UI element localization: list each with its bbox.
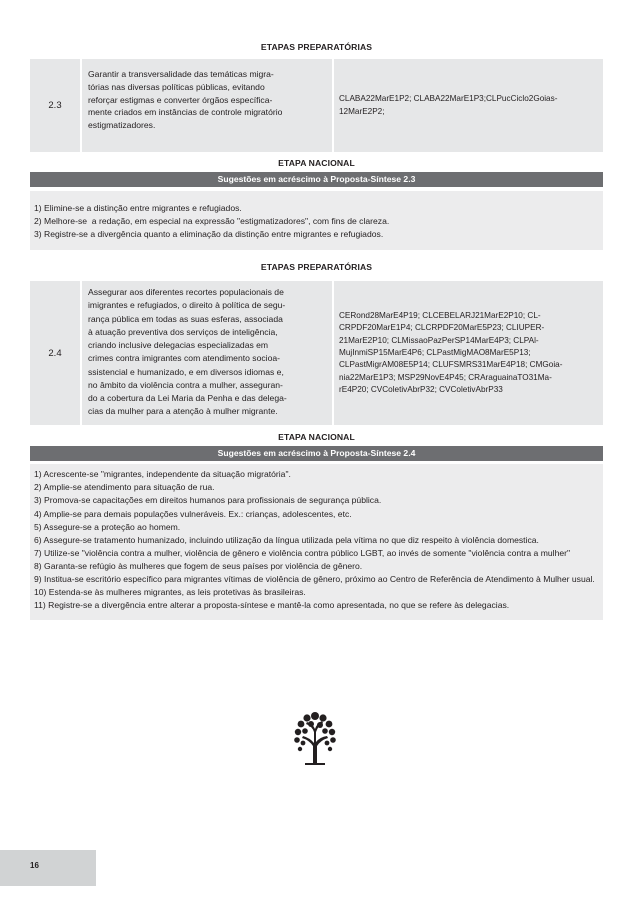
proposal-number: 2.4 xyxy=(30,281,82,425)
suggestion-item: 9) Institua-se escritório específico para migrantes vítimas de violência de gênero, próximo ao Centro de Referência de Atendimento à Mulher usual. xyxy=(34,574,595,585)
proposal-text-line: do a cobertura da Lei Maria da Penha e das delega- xyxy=(88,392,287,403)
suggestion-item: 3) Registre-se a divergência quanto a eliminação da distinção entre migrantes e refugiados. xyxy=(34,229,384,240)
section-heading-national-1: ETAPA NACIONAL xyxy=(278,158,355,168)
suggestions-bar-2-4: Sugestões em acréscimo à Proposta-Síntese 2.4 xyxy=(30,446,603,461)
suggestion-item: 3) Promova-se capacitações em direitos humanos para profissionais de segurança pública. xyxy=(34,495,382,506)
proposal-text-line: no âmbito da violência contra a mulher, asseguran- xyxy=(88,379,283,390)
page-content xyxy=(30,0,603,620)
proposal-text xyxy=(82,59,334,152)
suggestion-item: 2) Amplie-se atendimento para situação de rua. xyxy=(34,482,215,493)
code-line: CRPDF20MarE1P4; CLCRPDF20MarE5P23; CLIUPER- xyxy=(339,323,545,333)
proposal-text xyxy=(82,281,334,425)
suggestions-list-2-3 xyxy=(30,191,603,250)
proposal-text-line: criando inclusive delegacias especializadas em xyxy=(88,340,269,351)
suggestion-item: 11) Registre-se a divergência entre alterar a proposta-síntese e mantê-la como apresentada, no que se refere às delegacias. xyxy=(34,600,510,611)
section-heading-preparatory-2: ETAPAS PREPARATÓRIAS xyxy=(260,262,373,273)
code-line: CLABA22MarE1P2; CLABA22MarE1P3;CLPucCiclo2Goias- xyxy=(339,94,558,104)
section-heading-preparatory-1: ETAPAS PREPARATÓRIAS xyxy=(260,42,373,52)
proposal-row-2-4 xyxy=(30,280,603,425)
proposal-text-line: Garantir a transversalidade das temáticas migra- xyxy=(88,69,274,79)
code-line: 21MarE2P10; CLMissaoPazPerSP14MarE4P3; CLPAl- xyxy=(339,335,539,345)
section-heading-national-2: ETAPA NACIONAL xyxy=(278,432,355,443)
suggestions-list-2-4 xyxy=(30,464,603,620)
proposal-text-line: reforçar estigmas e converter órgãos específica- xyxy=(88,94,273,105)
suggestion-item: 6) Assegure-se tratamento humanizado, incluindo utilização da língua utilizada pela vítima no que diz respeito à violência domestica. xyxy=(34,534,539,545)
proposal-text-line: mente criados em instâncias de controle migratório xyxy=(88,107,283,118)
proposal-text-line: Assegurar aos diferentes recortes populacionais de xyxy=(88,287,284,298)
proposal-text-line: ssistencial e humanizado, e em diversos idiomas e, xyxy=(88,366,284,377)
suggestion-item: 8) Garanta-se refúgio às mulheres que fogem de seus países por violência de gênero. xyxy=(34,560,363,571)
proposal-text-line: estigmatizadores. xyxy=(88,120,156,131)
suggestions-bar-2-3: Sugestões em acréscimo à Proposta-Síntese 2.3 xyxy=(30,172,603,187)
suggestion-item: 2) Melhore-se a redação, em especial na expressão "estigmatizadores", com fins de clareza. xyxy=(34,216,390,227)
page-number-box xyxy=(0,850,96,886)
proposal-codes xyxy=(334,59,603,152)
proposal-row-2-3 xyxy=(30,58,603,152)
suggestion-item: 5) Assegure-se a proteção ao homem. xyxy=(34,521,181,532)
suggestion-item: 4) Amplie-se para demais populações vulneráveis. Ex.: crianças, adolescentes, etc. xyxy=(34,508,352,519)
code-line: nia22MarE1P3; MSP29NovE4P45; CRAraguainaTO31Ma- xyxy=(339,372,552,382)
code-line: rE4P20; CVColetivAbrP32; CVColetivAbrP33 xyxy=(339,385,503,395)
suggestion-item: 7) Utilize-se "violência contra a mulher, violência de gênero e violência contra público LGBT, ao invés de somente "violência contra a mulher" xyxy=(34,547,571,558)
code-line: MujInmiSP15MarE4P6; CLPastMigMAO8MarE5P13; xyxy=(339,348,531,358)
tree-icon xyxy=(292,710,338,766)
proposal-codes xyxy=(334,281,603,425)
suggestion-item: 1) Acrescente-se "migrantes, independente da situação migratória". xyxy=(34,469,291,480)
code-line: CLPastMigrAM08E5P14; CLUFSMRS31MarE4P18; CMGoia- xyxy=(339,360,563,370)
code-line: CERond28MarE4P19; CLCEBELARJ21MarE2P10; CL- xyxy=(339,310,541,320)
proposal-text-line: rança pública em todas as suas esferas, associada xyxy=(88,313,283,324)
suggestion-item: 10) Estenda-se às mulheres migrantes, as leis protetivas às brasileiras. xyxy=(34,587,306,598)
page-number: 16 xyxy=(30,861,39,870)
proposal-text-line: crimes contra imigrantes com atendimento socioa- xyxy=(88,353,281,364)
proposal-text-line: imigrantes e refugiados, o direito à política de segu- xyxy=(88,300,286,311)
proposal-text-line: cias da mulher para a atenção à mulher migrante. xyxy=(88,406,278,417)
proposal-text-line: à atuação preventiva dos serviços de inteligência, xyxy=(88,326,278,337)
code-line: 12MarE2P2; xyxy=(339,106,385,116)
proposal-text-line: tórias nas diversas políticas públicas, evitando xyxy=(88,81,265,92)
suggestion-item: 1) Elimine-se a distinção entre migrantes e refugiados. xyxy=(34,203,242,213)
proposal-number: 2.3 xyxy=(30,59,82,152)
